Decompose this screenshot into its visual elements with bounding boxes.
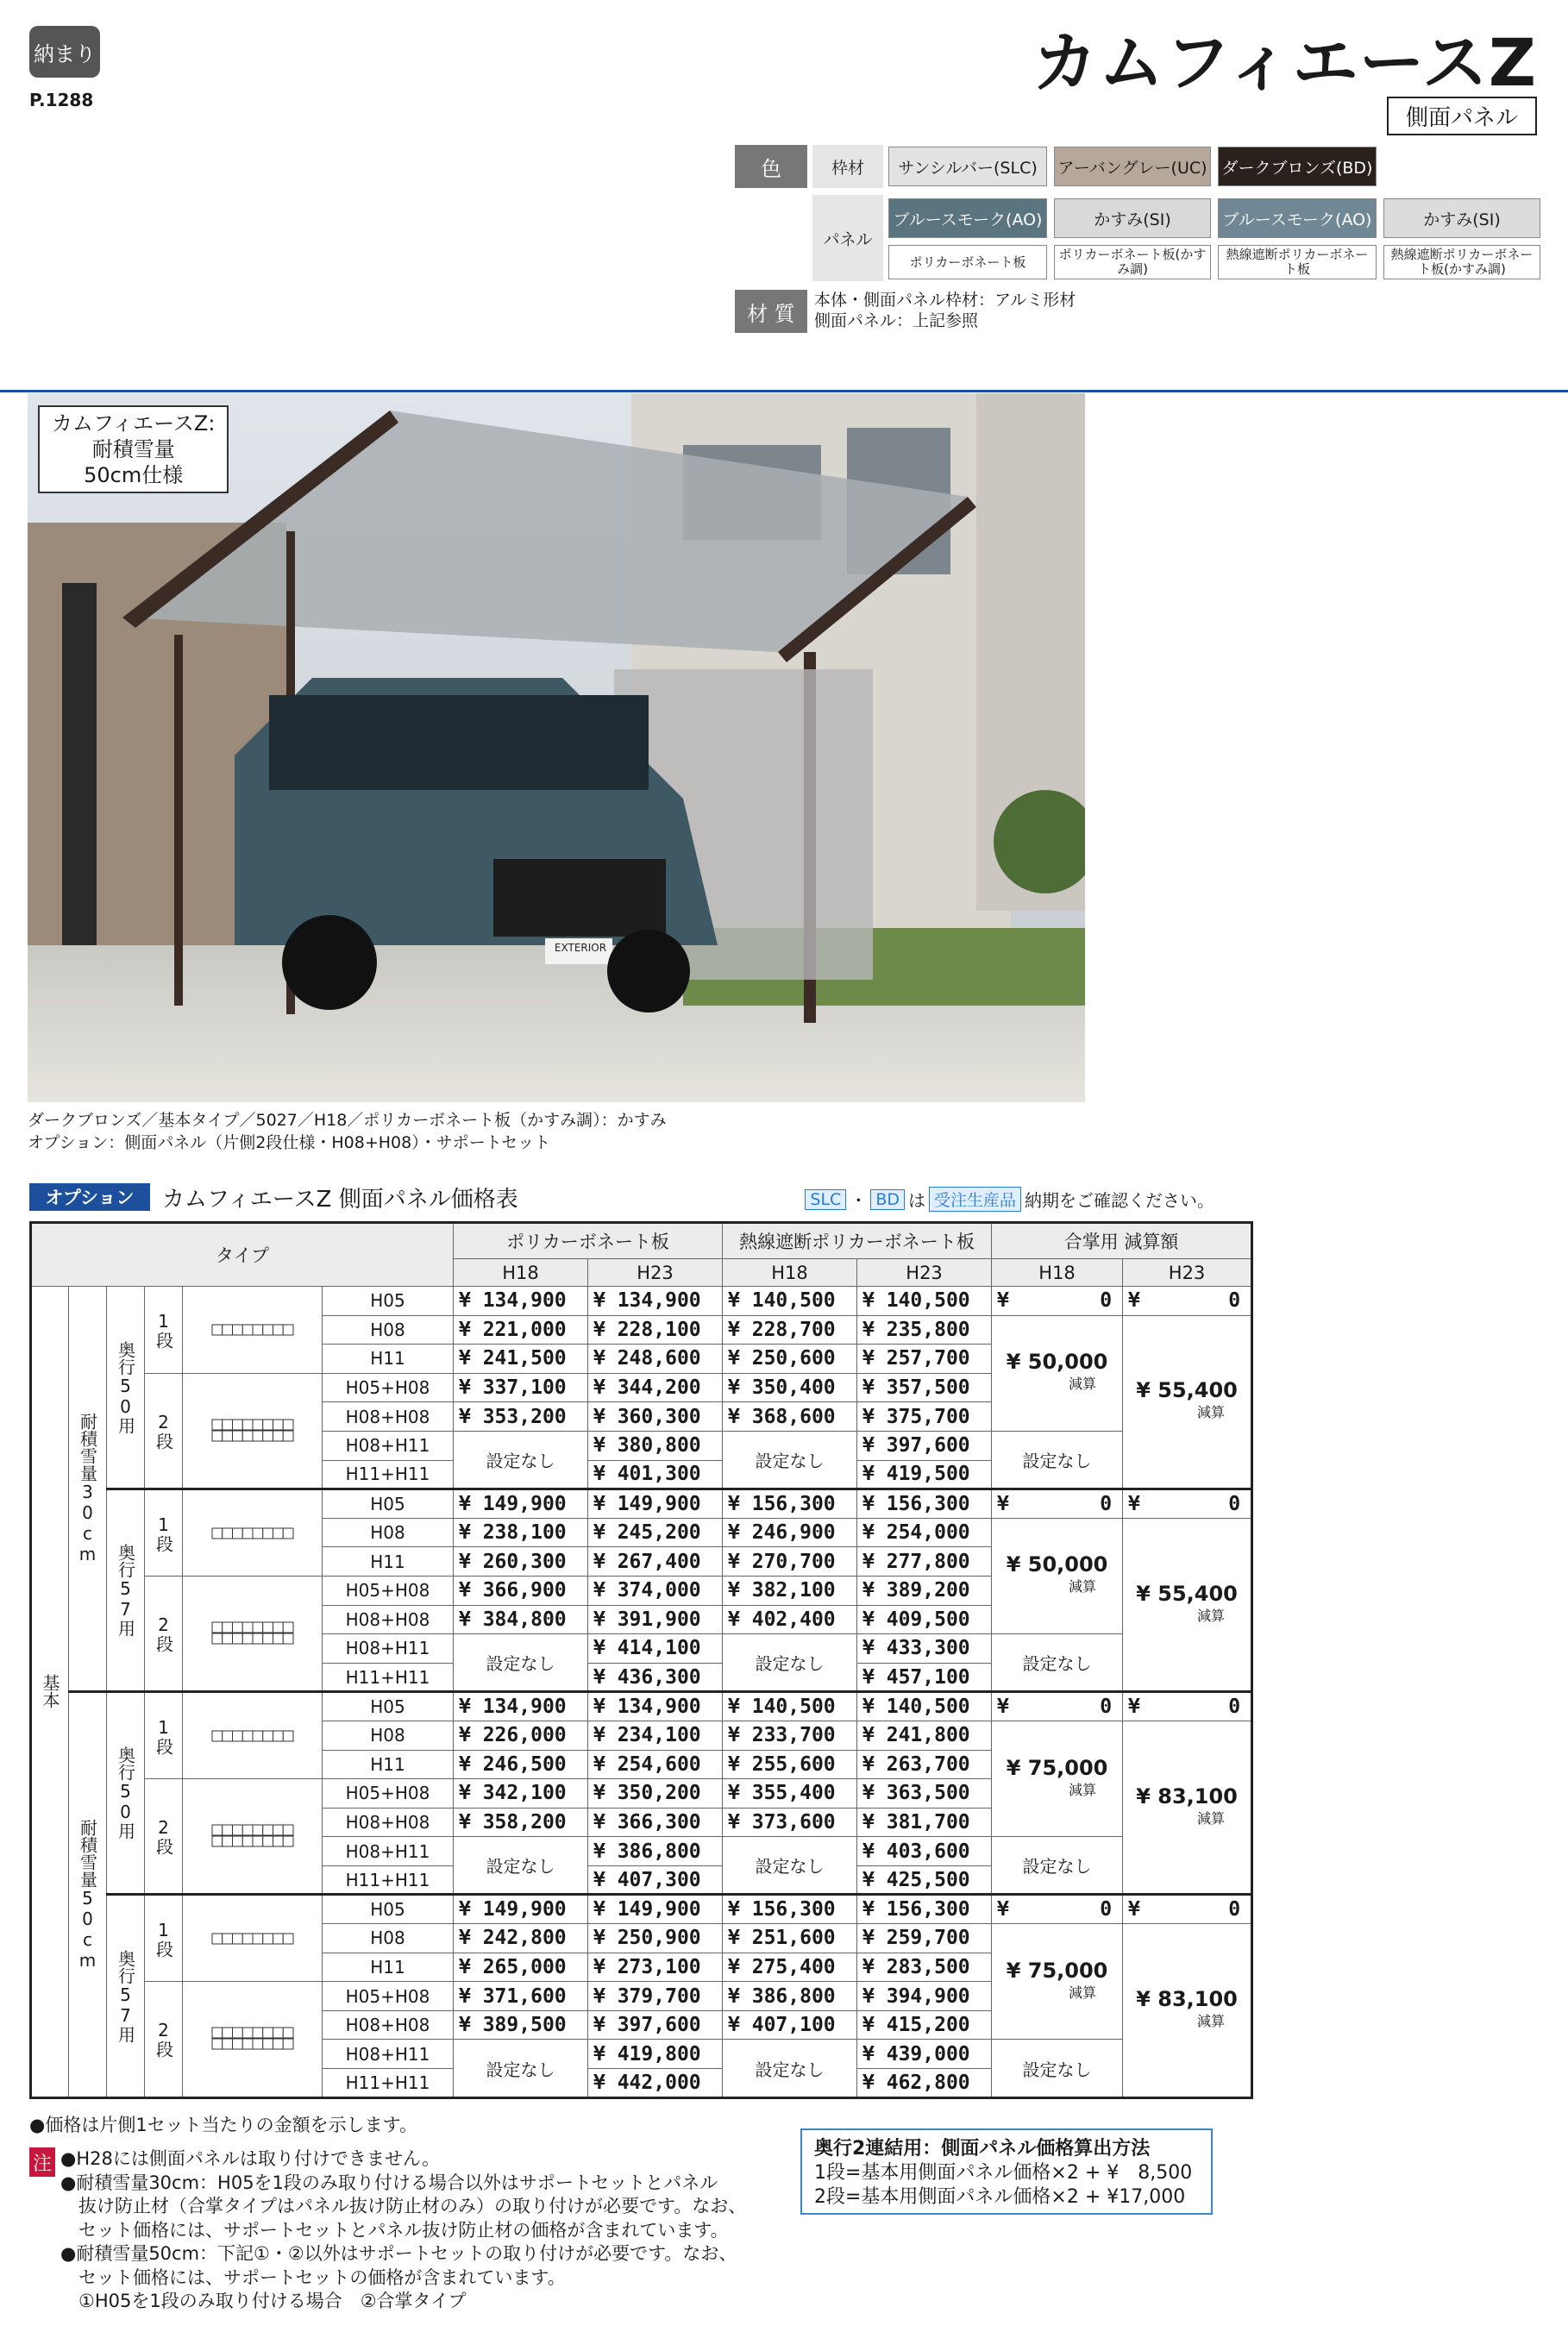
panel-icon — [211, 2027, 294, 2051]
note-line: セット価格には、サポートセットの価格が含まれています。 — [60, 2266, 566, 2288]
not-available: 設定なし — [454, 2040, 588, 2097]
yen-sign: ¥ — [997, 1289, 1009, 1313]
price-heat-h23: ¥ 425,500 — [857, 1865, 992, 1895]
group-depth: 奥行50用 — [107, 1287, 145, 1489]
yen-sign: ¥ — [1128, 1492, 1140, 1515]
panel-diagram-1 — [183, 1489, 323, 1577]
disc-h23 — [1123, 1924, 1252, 2098]
type-cell: H08+H08 — [323, 1605, 454, 1634]
price-heat-h23: ¥ 439,000 — [857, 2040, 992, 2069]
type-cell: H11 — [323, 1345, 454, 1374]
price-poly-h23: ¥ 386,800 — [588, 1837, 723, 1866]
yen-sign: ¥ — [1128, 1289, 1140, 1313]
group-snow-load: 耐積雪量30cm — [69, 1287, 107, 1692]
price-poly-h23: ¥ 149,900 — [588, 1895, 723, 1924]
divider-rule — [0, 390, 1568, 392]
note-line: セット価格には、サポートセットとパネル抜け防止材の価格が含まれています。 — [60, 2219, 729, 2241]
price-poly-h18: ¥ 134,900 — [454, 1287, 588, 1316]
disc-h23-value: ¥ 83,100 — [1136, 1986, 1238, 2011]
product-photo — [28, 393, 1085, 1102]
order-note — [805, 1187, 1214, 1212]
disc-h18-label: 減算 — [1069, 1578, 1097, 1595]
price-poly-h23: ¥ 401,300 — [588, 1460, 723, 1489]
disc-h23-label: 減算 — [1197, 2012, 1226, 2029]
price-heat-h18: ¥ 233,700 — [723, 1721, 857, 1750]
price-poly-h18: ¥ 265,000 — [454, 1953, 588, 1982]
zero-value: 0 — [1228, 1898, 1241, 1921]
zero-value: 0 — [1228, 1696, 1241, 1719]
chip-bd: BD — [870, 1189, 905, 1210]
frame-label: 枠材 — [812, 145, 883, 188]
not-available: 設定なし — [723, 1837, 857, 1895]
page-reference: P.1288 — [29, 90, 94, 110]
price-heat-h23: ¥ 283,500 — [857, 1953, 992, 1982]
table-row — [31, 1287, 1252, 1316]
panel-diagram-2 — [183, 1576, 323, 1691]
panel-swatch-kasumi: かすみ(SI) — [1054, 198, 1211, 238]
header-disc-h23: H23 — [1123, 1259, 1252, 1287]
type-cell: H08+H11 — [323, 1837, 454, 1866]
price-poly-h23: ¥ 234,100 — [588, 1721, 723, 1750]
price-poly-h23: ¥ 419,800 — [588, 2040, 723, 2069]
table-row — [31, 1692, 1252, 1721]
price-heat-h23: ¥ 259,700 — [857, 1924, 992, 1953]
header-disc-h18: H18 — [992, 1259, 1123, 1287]
price-heat-h23: ¥ 433,300 — [857, 1634, 992, 1664]
panel-note-heat-kasumi: 熱線遮断ポリカーボネート板(かすみ調) — [1383, 245, 1540, 279]
disc-zero-h18 — [992, 1692, 1123, 1721]
table-row — [31, 1489, 1252, 1519]
not-available: 設定なし — [454, 1837, 588, 1895]
material-line-2: 側面パネル：上記参照 — [814, 311, 979, 330]
price-heat-h23: ¥ 419,500 — [857, 1460, 992, 1489]
header-heat-h23: H23 — [857, 1259, 992, 1287]
disc-h18 — [992, 1721, 1123, 1836]
group-depth: 奥行50用 — [107, 1692, 145, 1895]
price-heat-h23: ¥ 462,800 — [857, 2069, 992, 2098]
group-depth: 奥行57用 — [107, 1489, 145, 1692]
price-heat-h23: ¥ 363,500 — [857, 1779, 992, 1809]
type-cell: H11+H11 — [323, 1663, 454, 1692]
disc-h18-value: ¥ 50,000 — [1006, 1552, 1108, 1577]
note-line: 抜け防止材（合掌タイプはパネル抜け防止材のみ）の取り付けが必要です。なお、 — [60, 2196, 747, 2216]
group-depth: 奥行57用 — [107, 1895, 145, 2097]
price-poly-h18: ¥ 241,500 — [454, 1345, 588, 1374]
price-note: ●価格は片側1セット当たりの金額を示します。 — [29, 2115, 418, 2135]
panel-icon — [211, 1527, 294, 1539]
price-heat-h23: ¥ 263,700 — [857, 1750, 992, 1779]
price-heat-h18: ¥ 350,400 — [723, 1373, 857, 1402]
type-cell: H08+H11 — [323, 1431, 454, 1460]
product-subtitle: 側面パネル — [1387, 97, 1537, 135]
license-plate: EXTERIOR — [554, 942, 607, 954]
panel-note-poly: ポリカーボネート板 — [888, 245, 1047, 279]
note-line: ●H28には側面パネルは取り付けできません。 — [60, 2148, 441, 2169]
price-heat-h18: ¥ 382,100 — [723, 1576, 857, 1605]
price-heat-h18: ¥ 368,600 — [723, 1402, 857, 1432]
price-poly-h23: ¥ 442,000 — [588, 2069, 723, 2098]
yen-sign: ¥ — [1128, 1696, 1140, 1719]
note-line: ●耐積雪量30cm：H05を1段のみ取り付ける場合以外はサポートセットとパネル — [60, 2172, 718, 2193]
price-poly-h23: ¥ 228,100 — [588, 1315, 723, 1345]
disc-zero-h18 — [992, 1489, 1123, 1519]
price-poly-h23: ¥ 436,300 — [588, 1663, 723, 1692]
price-heat-h23: ¥ 277,800 — [857, 1547, 992, 1577]
panel-icon — [211, 1730, 294, 1742]
caution-badge: 注 — [29, 2147, 55, 2177]
panel-label: パネル — [812, 195, 883, 281]
price-heat-h18: ¥ 355,400 — [723, 1779, 857, 1809]
type-cell: H08+H08 — [323, 2010, 454, 2040]
price-heat-h23: ¥ 397,600 — [857, 1431, 992, 1460]
color-label: 色 — [735, 145, 807, 188]
price-poly-h23: ¥ 366,300 — [588, 1808, 723, 1837]
disc-h18-label: 減算 — [1069, 1984, 1097, 2001]
disc-zero-h23 — [1123, 1895, 1252, 1924]
frame-swatch-dark-bronze: ダークブロンズ(BD) — [1218, 147, 1377, 186]
price-poly-h23: ¥ 149,900 — [588, 1489, 723, 1519]
type-cell: H05 — [323, 1895, 454, 1924]
photo-label — [38, 405, 229, 493]
disc-h23-label: 減算 — [1197, 1809, 1226, 1827]
zero-value: 0 — [1100, 1696, 1113, 1719]
type-cell: H05 — [323, 1489, 454, 1519]
price-heat-h23: ¥ 156,300 — [857, 1895, 992, 1924]
price-poly-h23: ¥ 134,900 — [588, 1287, 723, 1316]
panel-icon — [211, 1824, 294, 1848]
price-heat-h18: ¥ 251,600 — [723, 1924, 857, 1953]
price-poly-h23: ¥ 267,400 — [588, 1547, 723, 1577]
disc-h23-value: ¥ 83,100 — [1136, 1783, 1238, 1809]
price-heat-h23: ¥ 415,200 — [857, 2010, 992, 2040]
price-heat-h23: ¥ 389,200 — [857, 1576, 992, 1605]
option-badge: オプション — [29, 1183, 150, 1211]
price-poly-h23: ¥ 250,900 — [588, 1924, 723, 1953]
section-tag: 納まり — [29, 26, 100, 78]
disc-h23 — [1123, 1721, 1252, 1895]
type-cell: H08+H11 — [323, 1634, 454, 1664]
price-heat-h18: ¥ 255,600 — [723, 1750, 857, 1779]
type-cell: H11+H11 — [323, 2069, 454, 2098]
note-line: ①H05を1段のみ取り付ける場合 ②合掌タイプ — [60, 2291, 467, 2311]
particle-wa: は — [907, 1190, 925, 1211]
disc-h18-value: ¥ 75,000 — [1006, 1755, 1108, 1780]
type-cell: H11 — [323, 1547, 454, 1577]
chip-slc: SLC — [805, 1189, 846, 1210]
calc-title: 奥行2連結用：側面パネル価格算出方法 — [814, 2138, 1151, 2160]
panel-swatch-blue-smoke: ブルースモーク(AO) — [888, 198, 1047, 238]
zero-value: 0 — [1100, 1289, 1113, 1313]
group-tier-1: 1段 — [145, 1287, 183, 1374]
type-cell: H11+H11 — [323, 1460, 454, 1489]
price-heat-h18: ¥ 386,800 — [723, 1982, 857, 2011]
price-heat-h23: ¥ 394,900 — [857, 1982, 992, 2011]
yen-sign: ¥ — [997, 1492, 1009, 1515]
group-tier-1: 1段 — [145, 1489, 183, 1577]
disc-zero-h23 — [1123, 1692, 1252, 1721]
zero-value: 0 — [1100, 1492, 1113, 1515]
price-heat-h18: ¥ 140,500 — [723, 1287, 857, 1316]
photo-label-line-1: カムフィエースZ: — [52, 411, 216, 436]
material-text — [814, 290, 1076, 331]
price-heat-h18: ¥ 228,700 — [723, 1315, 857, 1345]
not-available: 設定なし — [723, 2040, 857, 2097]
type-cell: H08+H08 — [323, 1808, 454, 1837]
price-poly-h18: ¥ 342,100 — [454, 1779, 588, 1809]
price-poly-h18: ¥ 226,000 — [454, 1721, 588, 1750]
material-label: 材 質 — [735, 290, 807, 333]
price-heat-h18: ¥ 156,300 — [723, 1895, 857, 1924]
price-poly-h18: ¥ 149,900 — [454, 1489, 588, 1519]
group-snow-load: 耐積雪量50cm — [69, 1692, 107, 2097]
header-poly: ポリカーボネート板 — [454, 1223, 723, 1259]
caution-notes — [60, 2147, 768, 2314]
price-heat-h23: ¥ 357,500 — [857, 1373, 992, 1402]
type-cell: H08 — [323, 1518, 454, 1547]
price-heat-h18: ¥ 156,300 — [723, 1489, 857, 1519]
type-cell: H08 — [323, 1315, 454, 1345]
price-poly-h23: ¥ 254,600 — [588, 1750, 723, 1779]
disc-h23 — [1123, 1518, 1252, 1692]
type-cell: H08+H11 — [323, 2040, 454, 2069]
price-poly-h23: ¥ 273,100 — [588, 1953, 723, 1982]
price-poly-h23: ¥ 245,200 — [588, 1518, 723, 1547]
price-table — [29, 1221, 1253, 2099]
header-poly-h23: H23 — [588, 1259, 723, 1287]
not-available: 設定なし — [992, 2040, 1123, 2097]
option-title: カムフィエースZ 側面パネル価格表 — [162, 1187, 518, 1213]
price-heat-h18: ¥ 275,400 — [723, 1953, 857, 1982]
disc-h18 — [992, 1315, 1123, 1431]
zero-value: 0 — [1100, 1898, 1113, 1921]
price-poly-h18: ¥ 337,100 — [454, 1373, 588, 1402]
price-heat-h18: ¥ 402,400 — [723, 1605, 857, 1634]
panel-diagram-1 — [183, 1692, 323, 1779]
price-poly-h23: ¥ 414,100 — [588, 1634, 723, 1664]
calc-line-2: 2段=基本用側面パネル価格×2 + ¥17,000 — [814, 2186, 1186, 2208]
price-poly-h23: ¥ 379,700 — [588, 1982, 723, 2011]
price-poly-h18: ¥ 371,600 — [454, 1982, 588, 2011]
group-tier-2: 2段 — [145, 1779, 183, 1895]
yen-sign: ¥ — [1128, 1898, 1140, 1921]
disc-h18-label: 減算 — [1069, 1781, 1097, 1798]
note-line: ●耐積雪量50cm：下記①・②以外はサポートセットの取り付けが必要です。なお、 — [60, 2243, 737, 2264]
price-heat-h23: ¥ 140,500 — [857, 1692, 992, 1721]
price-poly-h18: ¥ 353,200 — [454, 1402, 588, 1432]
price-poly-h18: ¥ 366,900 — [454, 1576, 588, 1605]
group-kihon: 基本 — [31, 1287, 69, 2098]
panel-swatch-heat-blue-smoke: ブルースモーク(AO) — [1218, 198, 1377, 238]
price-poly-h18: ¥ 384,800 — [454, 1605, 588, 1634]
disc-zero-h23 — [1123, 1287, 1252, 1316]
price-heat-h23: ¥ 241,800 — [857, 1721, 992, 1750]
price-poly-h23: ¥ 391,900 — [588, 1605, 723, 1634]
type-cell: H05+H08 — [323, 1779, 454, 1809]
price-heat-h23: ¥ 254,000 — [857, 1518, 992, 1547]
price-heat-h18: ¥ 140,500 — [723, 1692, 857, 1721]
panel-diagram-2 — [183, 1982, 323, 2097]
price-poly-h18: ¥ 238,100 — [454, 1518, 588, 1547]
disc-zero-h18 — [992, 1895, 1123, 1924]
carport-photo-illustration — [28, 393, 1085, 1102]
calc-line-1: 1段=基本用側面パネル価格×2 + ¥ 8,500 — [814, 2162, 1193, 2184]
price-poly-h23: ¥ 407,300 — [588, 1865, 723, 1895]
disc-h18 — [992, 1518, 1123, 1633]
price-heat-h23: ¥ 375,700 — [857, 1402, 992, 1432]
panel-note-poly-kasumi: ポリカーボネート板(かすみ調) — [1054, 245, 1211, 279]
price-poly-h23: ¥ 248,600 — [588, 1345, 723, 1374]
price-poly-h23: ¥ 350,200 — [588, 1779, 723, 1809]
price-heat-h23: ¥ 409,500 — [857, 1605, 992, 1634]
type-cell: H05+H08 — [323, 1373, 454, 1402]
caption-line-2: オプション：側面パネル（片側2段仕様・H08+H08）・サポートセット — [28, 1133, 551, 1152]
price-heat-h18: ¥ 270,700 — [723, 1547, 857, 1577]
type-cell: H11 — [323, 1953, 454, 1982]
header-type: タイプ — [31, 1223, 454, 1287]
photo-label-line-2: 耐積雪量 — [91, 437, 175, 461]
type-cell: H05 — [323, 1692, 454, 1721]
type-cell: H05 — [323, 1287, 454, 1316]
panel-icon — [211, 1419, 294, 1443]
type-cell: H05+H08 — [323, 1982, 454, 2011]
price-heat-h18: ¥ 407,100 — [723, 2010, 857, 2040]
disc-h18-value: ¥ 75,000 — [1006, 1958, 1108, 1983]
caption-line-1: ダークブロンズ／基本タイプ／5027／H18／ポリカーボネート板（かすみ調）：かすみ — [28, 1111, 667, 1130]
type-cell: H08 — [323, 1721, 454, 1750]
panel-icon — [211, 1933, 294, 1945]
panel-swatch-heat-kasumi: かすみ(SI) — [1383, 198, 1540, 238]
panel-note-heat: 熱線遮断ポリカーボネート板 — [1218, 245, 1377, 279]
price-heat-h23: ¥ 403,600 — [857, 1837, 992, 1866]
price-table-body — [31, 1287, 1252, 2098]
type-cell: H08+H08 — [323, 1402, 454, 1432]
price-heat-h18: ¥ 250,600 — [723, 1345, 857, 1374]
price-heat-h23: ¥ 257,700 — [857, 1345, 992, 1374]
type-cell: H08 — [323, 1924, 454, 1953]
disc-zero-h23 — [1123, 1489, 1252, 1519]
group-tier-2: 2段 — [145, 1373, 183, 1489]
disc-h23-label: 減算 — [1197, 1404, 1226, 1421]
chip-separator: ・ — [850, 1190, 868, 1211]
price-heat-h23: ¥ 156,300 — [857, 1489, 992, 1519]
price-poly-h18: ¥ 221,000 — [454, 1315, 588, 1345]
price-poly-h18: ¥ 358,200 — [454, 1808, 588, 1837]
chip-made-to-order: 受注生産品 — [929, 1187, 1021, 1212]
price-poly-h18: ¥ 260,300 — [454, 1547, 588, 1577]
price-poly-h18: ¥ 389,500 — [454, 2010, 588, 2040]
not-available: 設定なし — [454, 1431, 588, 1489]
disc-h18-value: ¥ 50,000 — [1006, 1350, 1108, 1375]
material-line-1: 本体・側面パネル枠材：アルミ形材 — [814, 291, 1076, 310]
disc-h23-value: ¥ 55,400 — [1136, 1378, 1238, 1403]
price-poly-h23: ¥ 397,600 — [588, 2010, 723, 2040]
header-discount: 合掌用 減算額 — [992, 1223, 1252, 1259]
disc-h23 — [1123, 1315, 1252, 1489]
disc-zero-h18 — [992, 1287, 1123, 1316]
disc-h23-label: 減算 — [1197, 1607, 1226, 1624]
price-poly-h23: ¥ 380,800 — [588, 1431, 723, 1460]
panel-icon — [211, 1621, 294, 1646]
table-row — [31, 1895, 1252, 1924]
not-available: 設定なし — [723, 1431, 857, 1489]
disc-h18 — [992, 1924, 1123, 2040]
header-poly-h18: H18 — [454, 1259, 588, 1287]
price-poly-h18: ¥ 242,800 — [454, 1924, 588, 1953]
price-poly-h18: ¥ 149,900 — [454, 1895, 588, 1924]
zero-value: 0 — [1228, 1492, 1241, 1515]
price-heat-h18: ¥ 373,600 — [723, 1808, 857, 1837]
panel-diagram-1 — [183, 1287, 323, 1374]
disc-h18-label: 減算 — [1069, 1376, 1097, 1393]
price-poly-h18: ¥ 134,900 — [454, 1692, 588, 1721]
not-available: 設定なし — [992, 1431, 1123, 1489]
not-available: 設定なし — [723, 1634, 857, 1692]
yen-sign: ¥ — [997, 1696, 1009, 1719]
group-tier-2: 2段 — [145, 1576, 183, 1691]
order-note-tail: 納期をご確認ください。 — [1025, 1190, 1214, 1211]
type-cell: H05+H08 — [323, 1576, 454, 1605]
frame-swatch-urban-grey: アーバングレー(UC) — [1054, 147, 1211, 186]
group-tier-1: 1段 — [145, 1895, 183, 1982]
header-heat: 熱線遮断ポリカーボネート板 — [723, 1223, 992, 1259]
header-heat-h18: H18 — [723, 1259, 857, 1287]
not-available: 設定なし — [454, 1634, 588, 1692]
disc-h23-value: ¥ 55,400 — [1136, 1581, 1238, 1606]
photo-label-line-3: 50cm仕様 — [84, 463, 184, 487]
photo-caption — [28, 1109, 667, 1154]
price-poly-h23: ¥ 344,200 — [588, 1373, 723, 1402]
price-heat-h23: ¥ 235,800 — [857, 1315, 992, 1345]
price-poly-h23: ¥ 374,000 — [588, 1576, 723, 1605]
type-cell: H11+H11 — [323, 1865, 454, 1895]
product-title: カムフィエースZ — [1032, 24, 1537, 101]
yen-sign: ¥ — [997, 1898, 1009, 1921]
price-heat-h18: ¥ 246,900 — [723, 1518, 857, 1547]
price-poly-h23: ¥ 360,300 — [588, 1402, 723, 1432]
price-heat-h23: ¥ 457,100 — [857, 1663, 992, 1692]
group-tier-2: 2段 — [145, 1982, 183, 2097]
not-available: 設定なし — [992, 1634, 1123, 1692]
panel-diagram-1 — [183, 1895, 323, 1982]
panel-diagram-2 — [183, 1373, 323, 1489]
price-heat-h23: ¥ 140,500 — [857, 1287, 992, 1316]
calc-method-box — [800, 2128, 1213, 2215]
zero-value: 0 — [1228, 1289, 1241, 1313]
panel-diagram-2 — [183, 1779, 323, 1895]
price-poly-h18: ¥ 246,500 — [454, 1750, 588, 1779]
price-heat-h23: ¥ 381,700 — [857, 1808, 992, 1837]
type-cell: H11 — [323, 1750, 454, 1779]
price-poly-h23: ¥ 134,900 — [588, 1692, 723, 1721]
frame-swatch-silver: サンシルバー(SLC) — [888, 147, 1047, 186]
panel-icon — [211, 1324, 294, 1336]
not-available: 設定なし — [992, 1837, 1123, 1895]
group-tier-1: 1段 — [145, 1692, 183, 1779]
